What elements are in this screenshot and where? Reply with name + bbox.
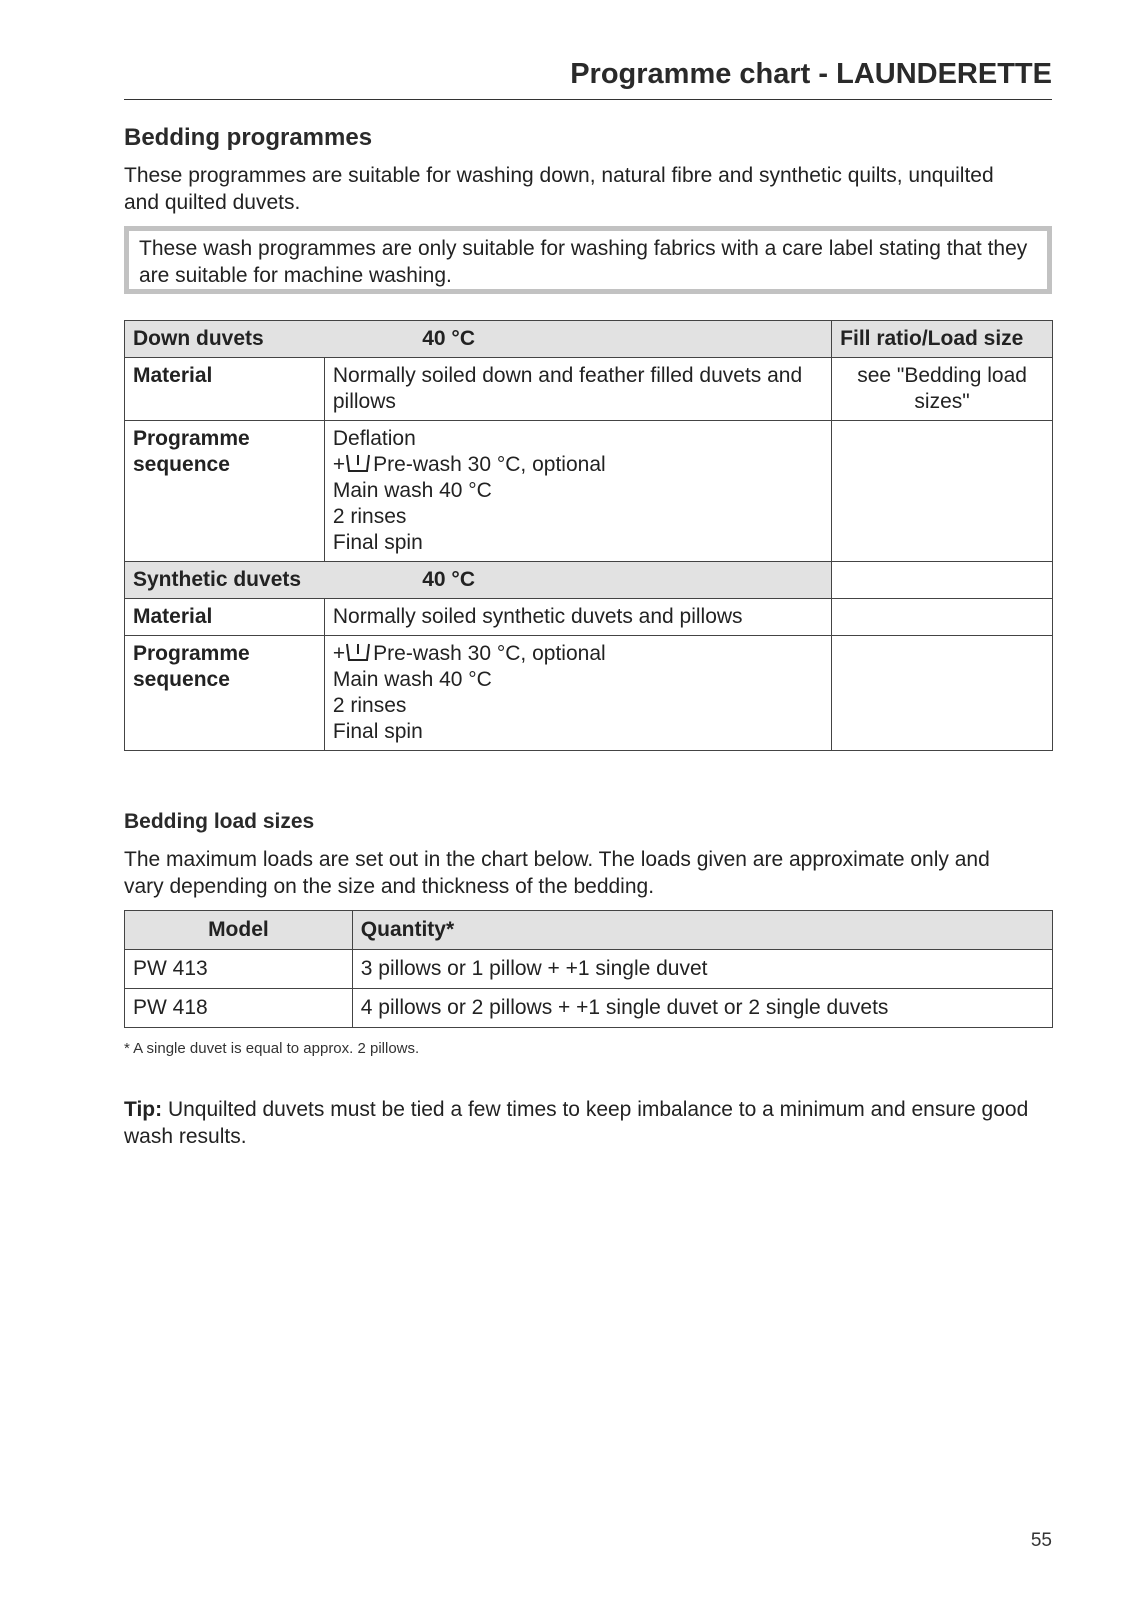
model-header: Model bbox=[125, 911, 353, 950]
prewash-prefix: + bbox=[332, 453, 346, 476]
sequence-step: 2 rinses bbox=[332, 505, 407, 528]
tip-paragraph bbox=[124, 1096, 1032, 1150]
sequence-step: Main wash 40 °C bbox=[332, 668, 492, 691]
model-cell: PW 413 bbox=[125, 950, 353, 989]
sequence-step: Final spin bbox=[332, 720, 423, 743]
load-sizes-intro: The maximum loads are set out in the chart below. The loads given are approximate only and vary depending on the size and thickness of the bedding. bbox=[124, 848, 990, 898]
prewash-tub-icon bbox=[345, 643, 371, 661]
sequence-step: Deflation bbox=[332, 427, 416, 450]
synthetic-duvets-sequence-row bbox=[125, 636, 1053, 751]
synthetic-duvets-sequence bbox=[324, 636, 831, 751]
programme-sequence-label: Programme sequence bbox=[125, 421, 325, 562]
synthetic-duvets-material: Normally soiled synthetic duvets and pillows bbox=[324, 599, 831, 636]
load-sizes-header-row bbox=[125, 911, 1053, 950]
down-duvets-sequence-row bbox=[125, 421, 1053, 562]
prewash-text: Pre-wash 30 °C, optional bbox=[373, 453, 606, 476]
prewash-prefix: + bbox=[332, 642, 346, 665]
quantity-cell: 4 pillows or 2 pillows + +1 single duvet or 2 single duvets bbox=[352, 989, 1052, 1028]
section-title: Bedding programmes bbox=[124, 124, 373, 151]
down-duvets-sequence bbox=[324, 421, 831, 562]
fill-ratio-value: see "Bedding load sizes" bbox=[832, 358, 1053, 421]
programme-table bbox=[124, 320, 1053, 751]
sequence-step: Main wash 40 °C bbox=[332, 479, 492, 502]
synthetic-duvets-header-row bbox=[125, 562, 1053, 599]
down-duvets-material: Normally soiled down and feather filled duvets and pillows bbox=[324, 358, 831, 421]
prewash-text: Pre-wash 30 °C, optional bbox=[373, 642, 606, 665]
quantity-header: Quantity* bbox=[352, 911, 1052, 950]
quantity-cell: 3 pillows or 1 pillow + +1 single duvet bbox=[352, 950, 1052, 989]
down-duvets-temperature: 40 °C bbox=[414, 321, 831, 358]
model-cell: PW 418 bbox=[125, 989, 353, 1028]
sequence-step: 2 rinses bbox=[332, 694, 407, 717]
down-duvets-name: Down duvets bbox=[125, 321, 415, 358]
page-number: 55 bbox=[1030, 1530, 1052, 1551]
empty-cell bbox=[832, 421, 1053, 562]
footnote: * A single duvet is equal to approx. 2 pillows. bbox=[124, 1040, 420, 1057]
empty-cell bbox=[832, 636, 1053, 751]
load-sizes-table bbox=[124, 910, 1053, 1028]
sequence-step bbox=[333, 452, 823, 478]
care-label-notice: These wash programmes are only suitable for washing fabrics with a care label stating that they are suitable for machine washing. bbox=[124, 226, 1052, 294]
material-label: Material bbox=[125, 599, 325, 636]
empty-cell bbox=[832, 562, 1053, 599]
empty-cell bbox=[832, 599, 1053, 636]
table-row bbox=[125, 989, 1053, 1028]
load-sizes-title: Bedding load sizes bbox=[124, 810, 315, 833]
down-duvets-material-row bbox=[125, 358, 1053, 421]
section-intro: These programmes are suitable for washing down, natural fibre and synthetic quilts, unquilted and quilted duvets. bbox=[124, 164, 994, 214]
programme-sequence-label: Programme sequence bbox=[125, 636, 325, 751]
table-row bbox=[125, 950, 1053, 989]
synthetic-duvets-material-row bbox=[125, 599, 1053, 636]
tip-label: Tip: bbox=[124, 1098, 163, 1121]
prewash-tub-icon bbox=[345, 454, 371, 472]
tip-text: Unquilted duvets must be tied a few times to keep imbalance to a minimum and ensure good wash results. bbox=[124, 1098, 1029, 1148]
synthetic-duvets-name: Synthetic duvets bbox=[125, 562, 415, 599]
fill-ratio-header: Fill ratio/Load size bbox=[832, 321, 1053, 358]
page-title: Programme chart - LAUNDERETTE bbox=[124, 58, 1052, 100]
material-label: Material bbox=[125, 358, 325, 421]
down-duvets-header-row bbox=[125, 321, 1053, 358]
synthetic-duvets-temperature: 40 °C bbox=[414, 562, 831, 599]
sequence-step: Final spin bbox=[332, 531, 423, 554]
sequence-step bbox=[333, 641, 823, 667]
